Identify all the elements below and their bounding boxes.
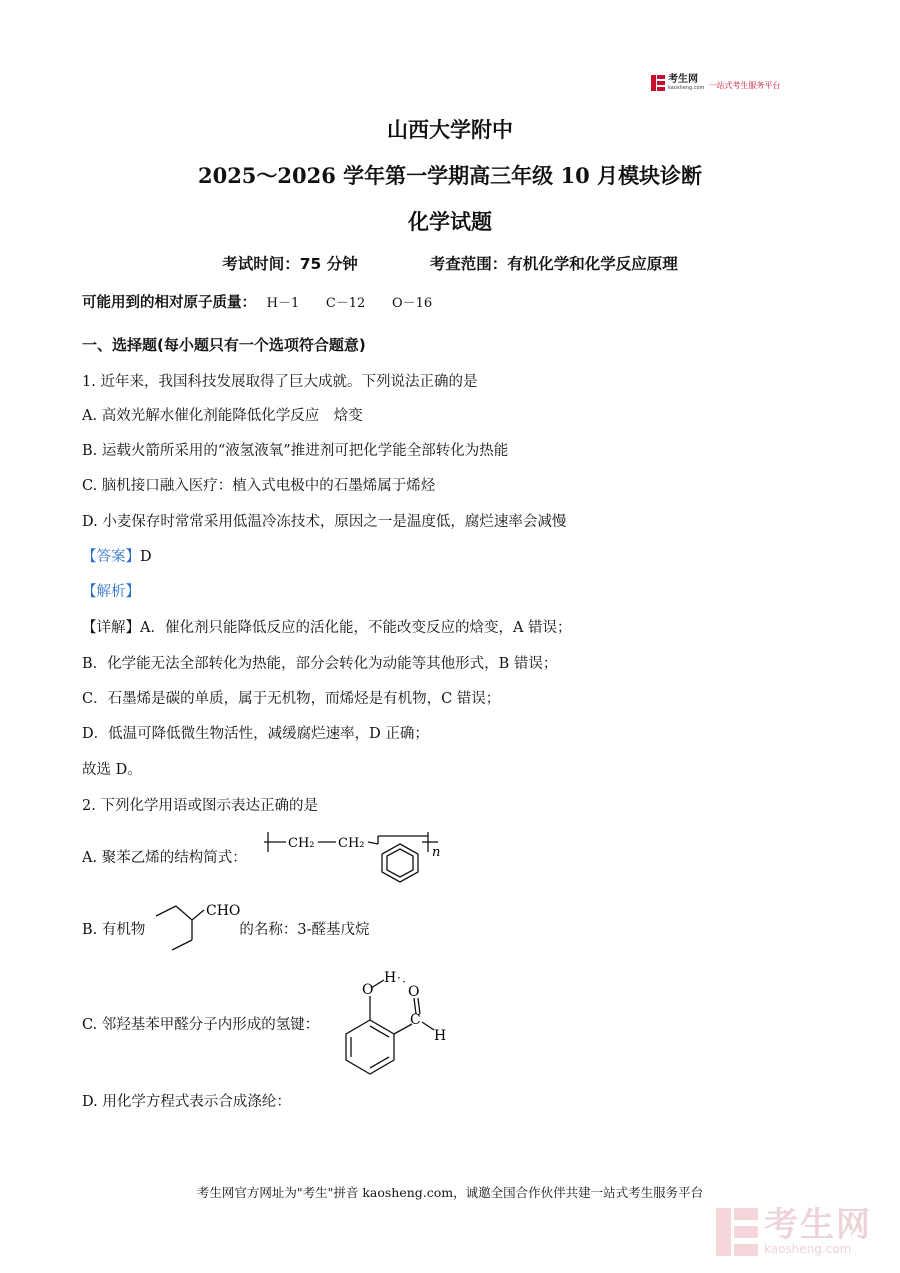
subject-title: 化学试题 [408,209,492,234]
exam-time: 考试时间：75 分钟 [222,255,358,273]
atomic-mass-o: O－16 [391,296,433,311]
school-title: 山西大学附中 [387,117,513,142]
logo-name: 考生网 [668,73,698,85]
option-b-prefix: B. 有机物 [82,922,146,938]
salicylaldehyde-structure [336,964,456,1076]
n-subscript: n [432,845,441,860]
answer-value: D [140,549,152,565]
q1-detail-d: D．低温可降低微生物活性，减缓腐烂速率，D 正确； [82,726,429,742]
q1-detail-c: C．石墨烯是碳的单质，属于无机物，而烯烃是有机物，C 错误； [82,691,501,707]
atomic-mass-line [82,291,432,312]
hydroxyl-o: O [362,982,374,998]
cho-label: CHO [206,903,241,919]
q2-stem: 2. 下列化学用语或图示表达正确的是 [82,798,318,814]
q1-conclusion: 故选 D。 [82,762,142,778]
section-title: 一、选择题(每小题只有一个选项符合题意) [82,336,366,354]
carbonyl-o: O [408,984,420,1000]
atomic-mass-label: 可能用到的相对原子质量： [82,295,256,311]
ch2-label-2: CH₂ [338,836,365,851]
kaosheng-logo-icon [651,75,665,91]
option-b-suffix: 的名称：3-醛基戊烷 [239,922,370,938]
page-footer: 考生网官方网址为"考生"拼音 kaosheng.com，诚邀全国合作伙伴共建一站式考生服务平台 [196,1185,704,1200]
ch2-label-1: CH₂ [288,836,315,851]
exam-scope: 考查范围：有机化学和化学反应原理 [429,255,678,273]
hydroxyl-h: H [384,970,397,986]
carbonyl-c: C [410,1012,421,1028]
logo-url: kaosheng.com [668,84,705,91]
watermark-name: 考生网 [764,1205,872,1245]
atomic-mass-h: H－1 [266,296,300,311]
detail-a-text: A．催化剂只能降低反应的活化能，不能改变反应的焓变，A 错误； [140,620,572,636]
svg-text:·: · [397,971,401,985]
q1-stem: 1. 近年来，我国科技发展取得了巨大成就。下列说法正确的是 [82,374,478,390]
kaosheng-logo[interactable] [651,74,780,91]
exam-meta [0,252,900,274]
atomic-mass-c: C－12 [325,296,366,311]
polystyrene-structure [262,826,452,886]
q1-detail-b: B．化学能无法全部转化为热能，部分会转化为动能等其他形式，B 错误； [82,656,558,672]
answer-tag: 【答案】 [82,549,140,565]
pentane-aldehyde-structure [154,898,250,956]
q1-option-d: D. 小麦保存时常常采用低温冷冻技术，原因之一是温度低，腐烂速率会减慢 [82,514,567,530]
q1-option-c: C. 脑机接口融入医疗：植入式电极中的石墨烯属于烯烃 [82,478,436,494]
detail-tag: 【详解】 [82,620,140,636]
aldehyde-h: H [434,1028,447,1044]
q1-answer [82,545,152,566]
q2-option-a: A. 聚苯乙烯的结构简式： [82,850,247,866]
exam-title: 2025～2026 学年第一学期高三年级 10 月模块诊断 [197,163,703,188]
watermark-logo-icon [716,1207,758,1257]
svg-text:·: · [402,975,406,989]
logo-slogan: 一站式考生服务平台 [708,81,781,90]
analysis-tag: 【解析】 [82,584,140,600]
q1-option-b: B. 运载火箭所采用的“液氢液氧”推进剂可把化学能全部转化为热能 [82,443,509,459]
q2-option-d: D. 用化学方程式表示合成涤纶： [82,1094,291,1110]
watermark-url: kaosheng.com [764,1242,852,1256]
q2-option-c: C. 邻羟基苯甲醛分子内形成的氢键： [82,1017,320,1033]
q1-detail-a [82,616,572,637]
watermark-logo [716,1207,872,1257]
q1-option-a: A. 高效光解水催化剂能降低化学反应 焓变 [82,408,363,424]
